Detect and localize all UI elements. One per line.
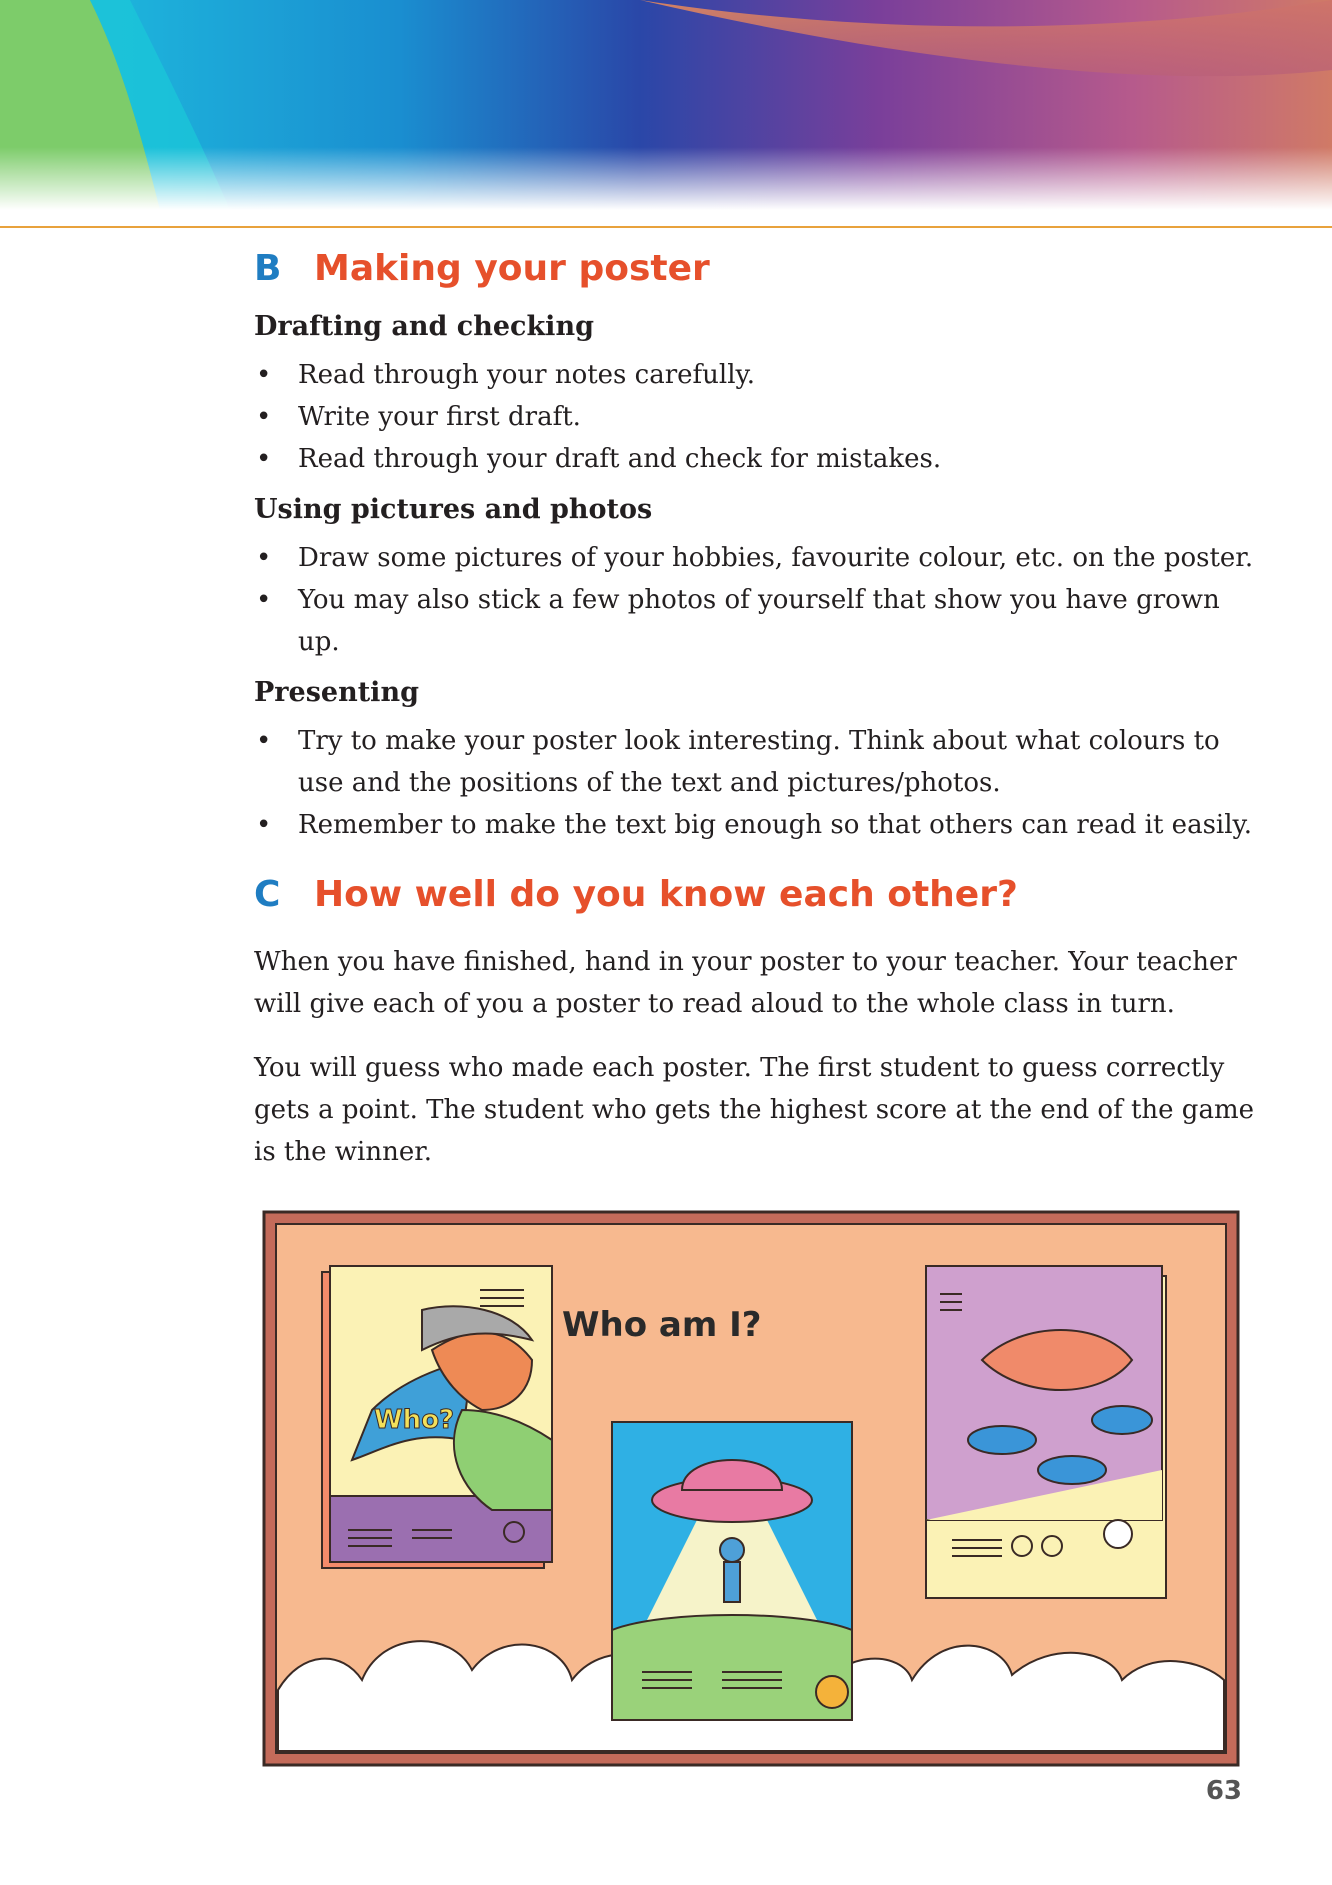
section-b-heading (254, 248, 1254, 289)
header-rule (0, 226, 1332, 228)
subheading-drafting: Drafting and checking (254, 311, 594, 342)
list-item: • Read through your draft and check for mistakes. (254, 438, 1254, 480)
bullet-list-pictures (254, 537, 1254, 663)
list-item: • You may also stick a few photos of yourself that show you have grown up. (254, 579, 1254, 663)
page-number: 63 (1205, 1776, 1242, 1806)
paragraph: You will guess who made each poster. The first student to guess correctly gets a point. The student who gets the highest score at the end of the game is the winner. (254, 1053, 1254, 1167)
board-title: Who am I? (562, 1305, 762, 1345)
section-b-title: Making your poster (314, 248, 710, 289)
list-item: • Read through your notes carefully. (254, 354, 1254, 396)
bullet-list-presenting (254, 720, 1254, 846)
list-item: • Draw some pictures of your hobbies, favourite colour, etc. on the poster. (254, 537, 1254, 579)
header-banner (0, 0, 1332, 210)
list-item: • Remember to make the text big enough so that others can read it easily. (254, 804, 1254, 846)
section-c-heading (254, 874, 1254, 915)
list-item: • Write your first draft. (254, 396, 1254, 438)
poster-center (612, 1422, 852, 1720)
bullet-list-drafting (254, 354, 1254, 480)
bulletin-board-illustration (262, 1210, 1240, 1767)
section-b-letter: B (254, 248, 282, 289)
poster-left-text: Who? (374, 1405, 455, 1435)
list-item: • Try to make your poster look interesting. Think about what colours to use and the positions of the text and pictures/photos. (254, 720, 1254, 804)
poster-left (322, 1266, 552, 1568)
poster-right (926, 1266, 1166, 1598)
page-content (254, 238, 1254, 1173)
paragraph: When you have finished, hand in your poster to your teacher. Your teacher will give each of you a poster to read aloud to the whole class in turn. (254, 947, 1237, 1019)
subheading-pictures: Using pictures and photos (254, 494, 653, 525)
section-c-title: How well do you know each other? (314, 874, 1018, 915)
subheading-presenting: Presenting (254, 677, 419, 708)
section-c-letter: C (254, 874, 281, 915)
